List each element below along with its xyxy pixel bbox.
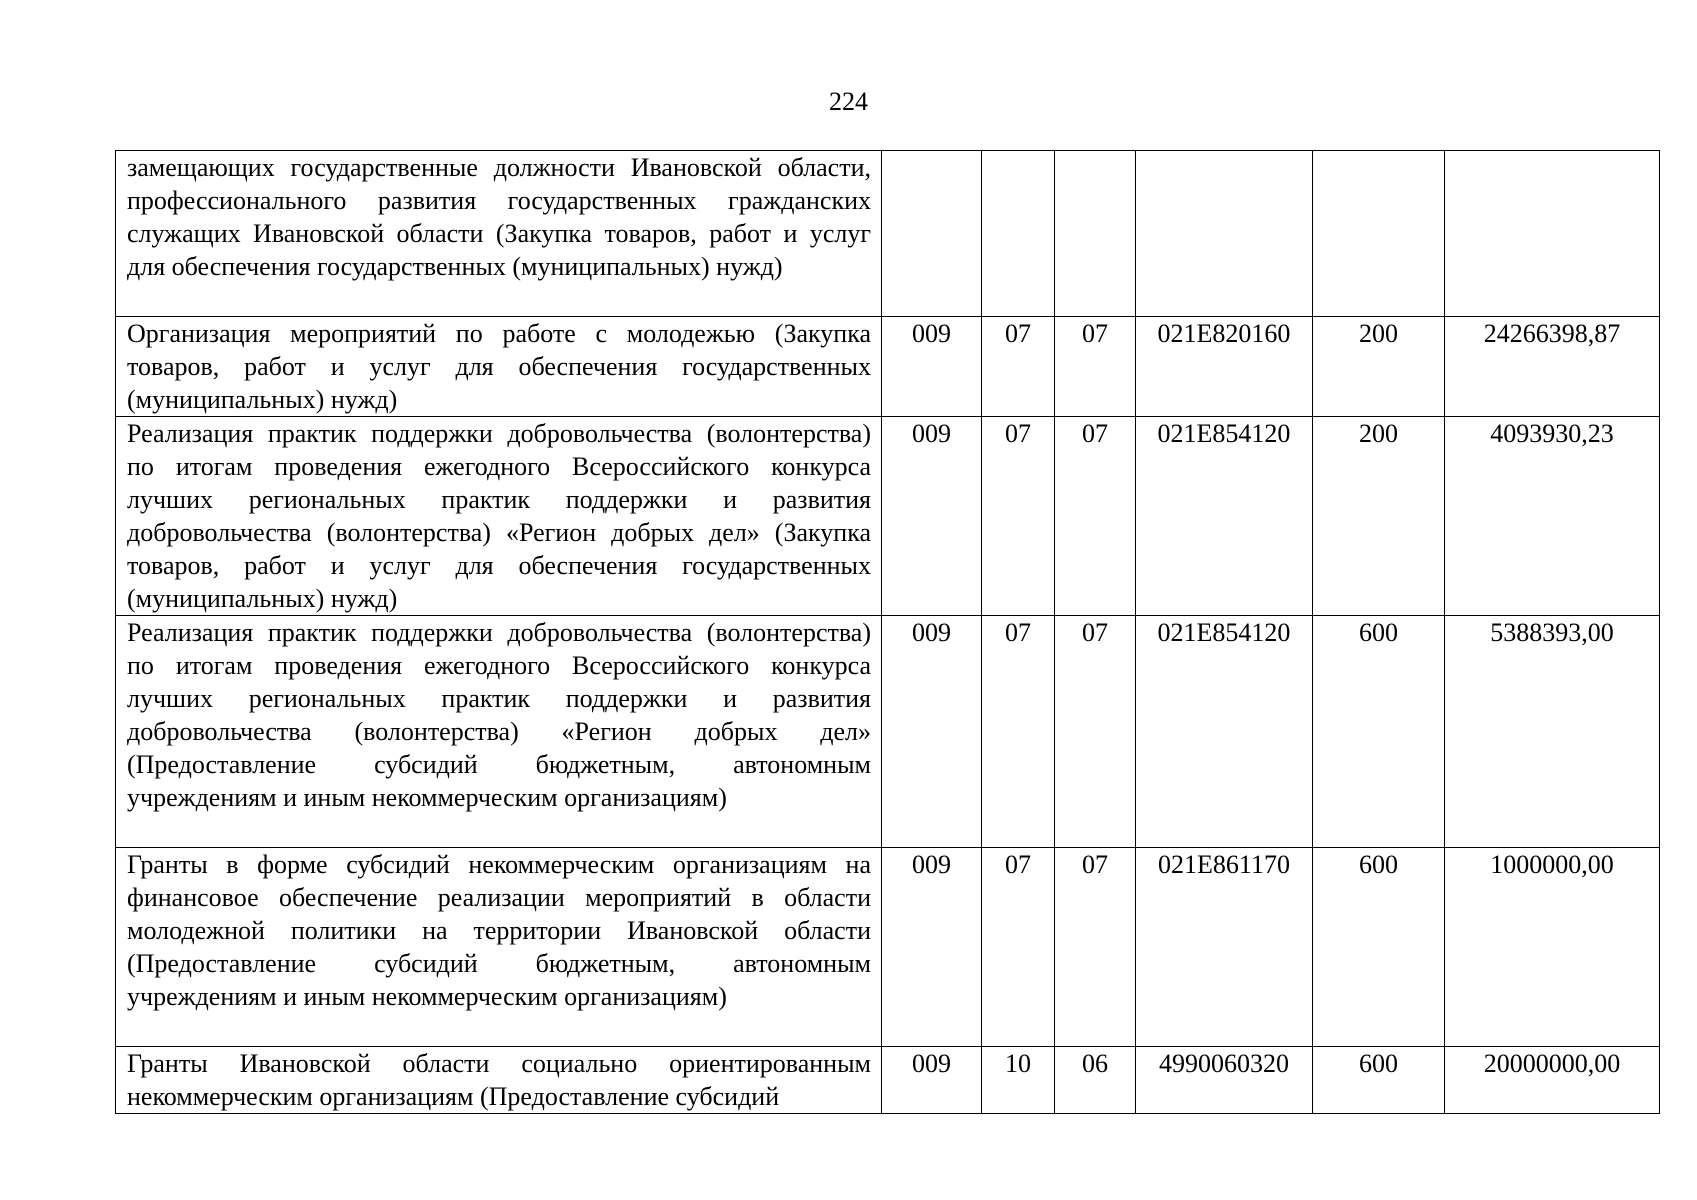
page-number: 224 bbox=[829, 87, 868, 116]
table-row bbox=[116, 151, 1660, 317]
row-csr-code: 021E854120 bbox=[1136, 417, 1313, 616]
row-vr-code: 600 bbox=[1313, 1047, 1445, 1114]
row-vr-code: 200 bbox=[1313, 417, 1445, 616]
row-vr-code bbox=[1313, 151, 1445, 317]
row-csr-code bbox=[1136, 151, 1313, 317]
row-gr-code: 009 bbox=[882, 848, 982, 1047]
row-description: Гранты Ивановской области социально ориентированным некоммерческим организациям (Предоставление субсидий bbox=[116, 1047, 882, 1114]
row-rz-code: 07 bbox=[982, 317, 1055, 417]
row-pr-code: 07 bbox=[1055, 848, 1136, 1047]
row-csr-code: 021E861170 bbox=[1136, 848, 1313, 1047]
row-description: Организация мероприятий по работе с молодежью (Закупка товаров, работ и услуг для обеспечения государственных (муниципальных) нужд) bbox=[116, 317, 882, 417]
row-amount: 1000000,00 bbox=[1445, 848, 1660, 1047]
row-csr-code: 021E854120 bbox=[1136, 616, 1313, 848]
row-rz-code: 10 bbox=[982, 1047, 1055, 1114]
row-gr-code bbox=[882, 151, 982, 317]
row-pr-code: 07 bbox=[1055, 616, 1136, 848]
row-amount bbox=[1445, 151, 1660, 317]
row-vr-code: 600 bbox=[1313, 848, 1445, 1047]
row-gr-code: 009 bbox=[882, 317, 982, 417]
row-description: замещающих государственные должности Ивановской области, профессионального развития государственных гражданских служащих Ивановской области (Закупка товаров, работ и услуг для обеспечения государственных (муниципальных) нужд) bbox=[116, 151, 882, 317]
row-description: Гранты в форме субсидий некоммерческим организациям на финансовое обеспечение реализации мероприятий в области молодежной политики на территории Ивановской области (Предоставление субсидий бюджетным, автономным учреждениям и иным некоммерческим организациям) bbox=[116, 848, 882, 1047]
row-gr-code: 009 bbox=[882, 417, 982, 616]
row-pr-code: 07 bbox=[1055, 317, 1136, 417]
budget-table bbox=[115, 150, 1660, 1114]
row-amount: 4093930,23 bbox=[1445, 417, 1660, 616]
row-rz-code: 07 bbox=[982, 616, 1055, 848]
table-row bbox=[116, 417, 1660, 616]
row-pr-code: 06 bbox=[1055, 1047, 1136, 1114]
row-amount: 24266398,87 bbox=[1445, 317, 1660, 417]
table-row bbox=[116, 616, 1660, 848]
row-pr-code: 07 bbox=[1055, 417, 1136, 616]
row-gr-code: 009 bbox=[882, 1047, 982, 1114]
row-vr-code: 600 bbox=[1313, 616, 1445, 848]
row-csr-code: 021E820160 bbox=[1136, 317, 1313, 417]
row-description: Реализация практик поддержки добровольчества (волонтерства) по итогам проведения ежегодного Всероссийского конкурса лучших региональных практик поддержки и развития добровольчества (волонтерства) «Регион добрых дел» (Предоставление субсидий бюджетным, автономным учреждениям и иным некоммерческим организациям) bbox=[116, 616, 882, 848]
row-gr-code: 009 bbox=[882, 616, 982, 848]
row-rz-code bbox=[982, 151, 1055, 317]
row-rz-code: 07 bbox=[982, 848, 1055, 1047]
table-row bbox=[116, 1047, 1660, 1114]
row-rz-code: 07 bbox=[982, 417, 1055, 616]
table-row bbox=[116, 848, 1660, 1047]
row-amount: 20000000,00 bbox=[1445, 1047, 1660, 1114]
row-description: Реализация практик поддержки добровольчества (волонтерства) по итогам проведения ежегодного Всероссийского конкурса лучших региональных практик поддержки и развития добровольчества (волонтерства) «Регион добрых дел» (Закупка товаров, работ и услуг для обеспечения государственных (муниципальных) нужд) bbox=[116, 417, 882, 616]
table-row bbox=[116, 317, 1660, 417]
row-amount: 5388393,00 bbox=[1445, 616, 1660, 848]
row-vr-code: 200 bbox=[1313, 317, 1445, 417]
row-pr-code bbox=[1055, 151, 1136, 317]
row-csr-code: 4990060320 bbox=[1136, 1047, 1313, 1114]
